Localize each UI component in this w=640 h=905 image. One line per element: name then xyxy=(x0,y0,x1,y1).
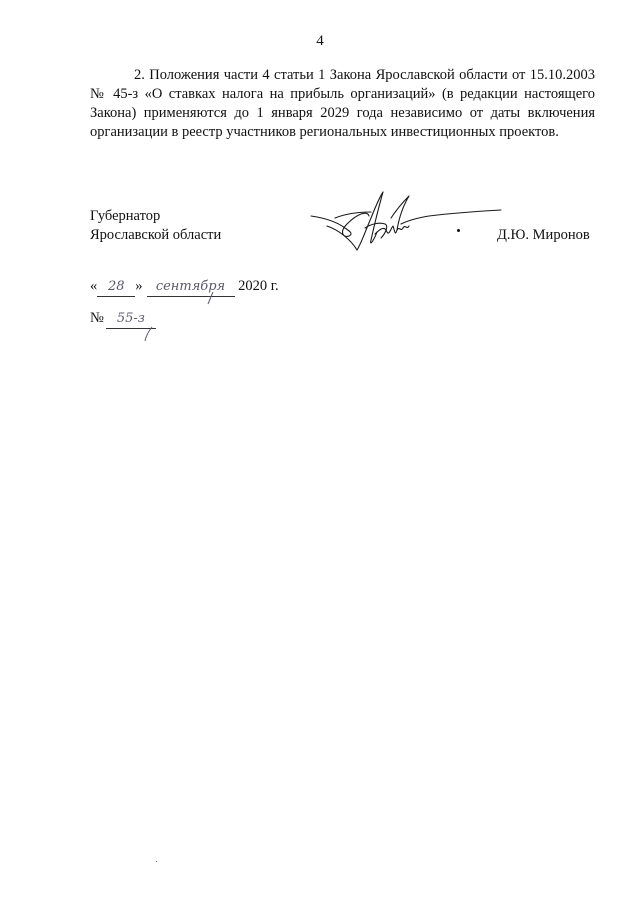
date-month-handwritten: сентября xyxy=(147,277,235,297)
paragraph-law-provision: 2. Положения части 4 статьи 1 Закона Ярославской области от 15.10.2003 № 45-з «О ставках налога на прибыль организаций» (в редакции настоящего Закона) применяются до 1 января 2029 года независимо от даты включения организации в реестр участников региональных инвестиционных проектов. xyxy=(90,67,595,140)
date-close-quote: » xyxy=(135,278,143,294)
signature-dot xyxy=(457,229,460,232)
date-year: 2020 г. xyxy=(238,278,279,294)
signatory-title-line2: Ярославской области xyxy=(90,227,222,243)
page-number: 4 xyxy=(316,33,324,49)
date-day-handwritten: 28 xyxy=(97,277,135,297)
date-open-quote: « xyxy=(90,278,98,294)
signatory-name: Д.Ю. Миронов xyxy=(497,227,590,243)
date-line xyxy=(90,277,279,297)
law-number-handwritten: 55-з xyxy=(106,309,156,329)
number-tick-mark xyxy=(142,326,156,342)
signatory-title xyxy=(90,207,221,245)
footer-dot xyxy=(156,861,157,862)
date-tick-mark xyxy=(205,291,217,305)
law-number-prefix: № xyxy=(90,310,104,326)
handwritten-signature xyxy=(305,188,505,258)
signatory-title-line1: Губернатор xyxy=(90,208,161,224)
